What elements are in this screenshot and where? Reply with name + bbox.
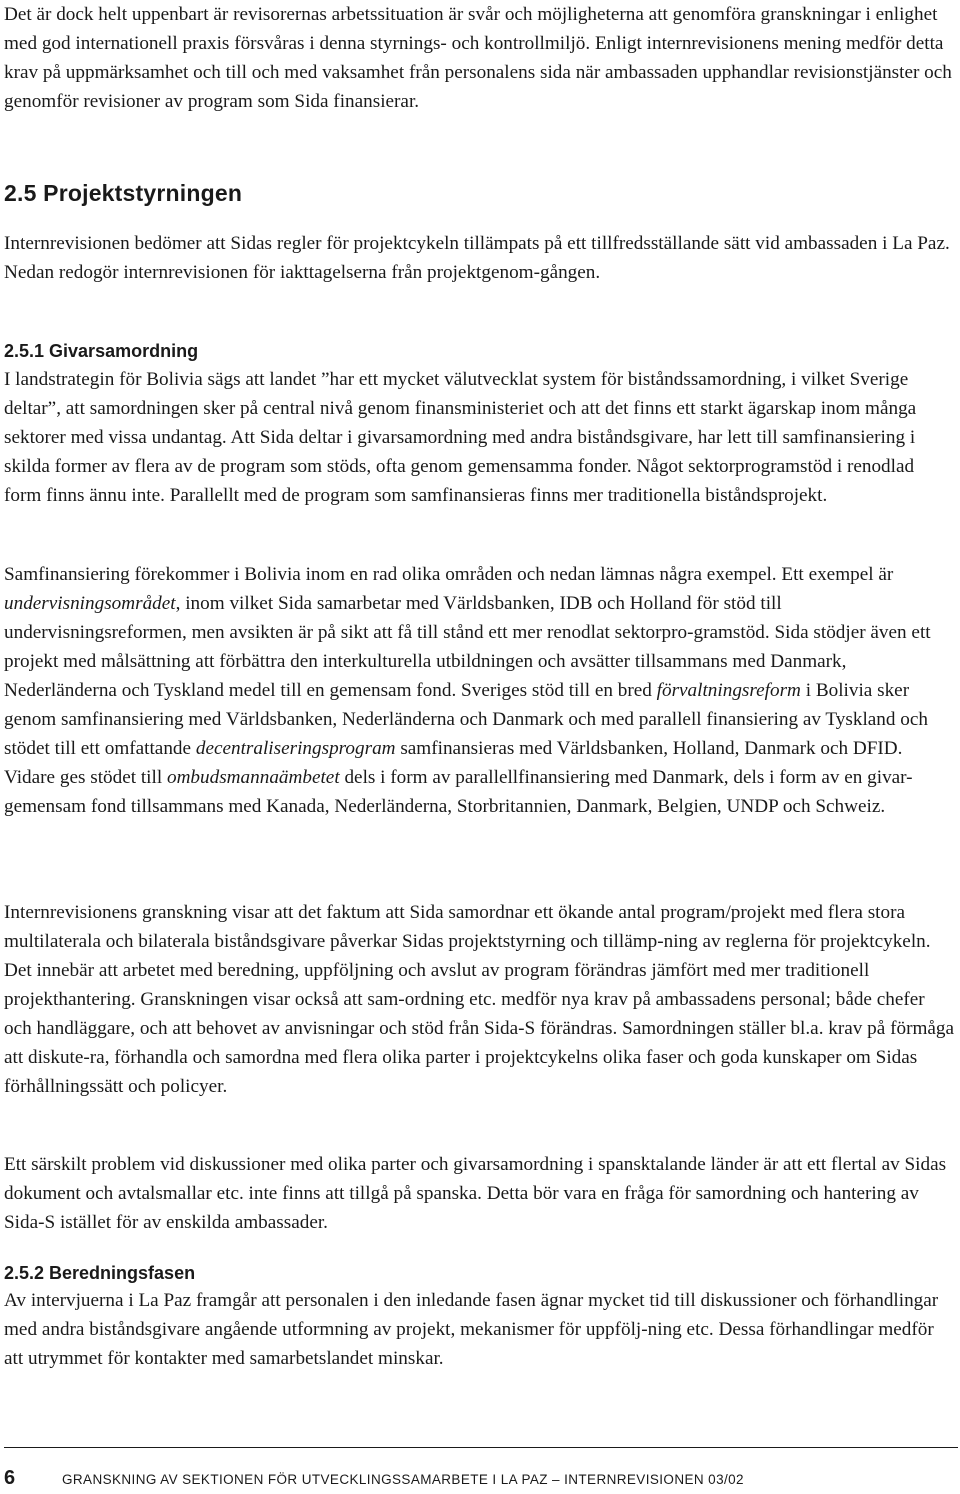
footer-divider xyxy=(4,1447,958,1448)
text-run: dels i form av parallellfinansiering med Danmark, dels i form av en givar-gemensam fond tillsammans med Kanada, Nederländerna, Storbritannien, Danmark, Belgien, UNDP och Schweiz. xyxy=(4,767,913,817)
section-2-5-1-paragraph-2 xyxy=(4,560,954,821)
section-2-5-1-paragraph-4: Ett särskilt problem vid diskussioner med olika parter och givarsamordning i spansktalande länder är att ett flertal av Sidas dokument och avtalsmallar etc. inte finns att tillgå på spanska. Detta bör vara en fråga för samordning och hantering av Sida-S istället för av enskilda ambassader. xyxy=(4,1154,947,1233)
intro-paragraph: Det är dock helt uppenbart är revisorernas arbetssituation är svår och möjligheterna att genomföra granskningar i enlighet med god internationell praxis försvåras i denna styrnings- och kontrollmiljö. Enligt internrevisionens mening medför detta krav på uppmärksamhet och till och med vaksamhet från personalens sida när ambassaden upphandlar revisionstjänster och genomför revisioner av program som Sida finansierar. xyxy=(4,4,952,112)
text-run: samfinansieras med Världsbanken, Holland, Danmark och DFID. Vidare ges stödet till xyxy=(4,738,903,788)
section-2-5-intro: Internrevisionen bedömer att Sidas regler för projektcykeln tillämpats på ett tillfredsställande sätt vid ambassaden i La Paz. Nedan redogör internrevisionen för iakttagelserna från projektgenom-gången. xyxy=(4,233,950,283)
section-2-5-2-paragraph-1: Av intervjuerna i La Paz framgår att personalen i den inledande fasen ägnar mycket tid till diskussioner och förhandlingar med andra biståndsgivare angående utformning av projekt, mekanismer för uppfölj-ning etc. Dessa förhandlingar medför att utrymmet för kontakter med samarbetslandet minskar. xyxy=(4,1290,939,1369)
italic-term-undervisning: undervisningsområdet xyxy=(4,593,176,614)
text-run: Samfinansiering förekommer i Bolivia inom en rad olika områden och nedan lämnas några exempel. Ett exempel är xyxy=(4,564,894,585)
italic-term-decentralisering: decentraliseringsprogram xyxy=(195,738,396,759)
running-footer-title: GRANSKNING AV SEKTIONEN FÖR UTVECKLINGSSAMARBETE I LA PAZ – INTERNREVISIONEN 03/02 xyxy=(62,1472,744,1487)
text-run: i Bolivia sker genom samfinansiering med Världsbanken, Nederländerna och Danmark och med parallell finansiering av Tyskland och stödet till ett omfattande xyxy=(4,680,928,759)
italic-term-forvaltning: förvaltningsreform xyxy=(656,680,801,701)
page-number: 6 xyxy=(4,1467,16,1489)
section-2-5-1-paragraph-3: Internrevisionens granskning visar att det faktum att Sida samordnar ett ökande antal program/projekt med flera stora multilaterala och bilaterala biståndsgivare påverkar Sidas projektstyrning och tillämp-ning av reglerna för projektcykeln. Det innebär att arbetet med beredning, uppföljning och avslut av program förändras jämfört med mer traditionell projekthantering. Granskningen visar också att sam-ordning etc. medför nya krav på ambassadens personal; både chefer och handläggare, och att behovet av anvisningar och stöd från Sida-S förändras. Samordningen ställer bl.a. krav på förmåga att diskute-ra, förhandla och samordna med flera olika parter i projektcykelns olika faser och goda kunskaper om Sidas förhållningssätt och policyer. xyxy=(4,902,955,1097)
section-heading-2-5-1: 2.5.1 Givarsamordning xyxy=(4,341,199,361)
section-2-5-1-paragraph-1: I landstrategin för Bolivia sägs att landet ”har ett mycket välutvecklat system för biståndssamordning, i vilket Sverige deltar”, att samordningen sker på central nivå genom finansministeriet och att det finns ett starkt ägarskap inom många sektorer med vissa undantag. Att Sida deltar i givarsamordning med andra biståndsgivare, har lett till samfinansiering i skilda former av flera av de program som stöds, ofta genom gemensamma fonder. Något sektorprogramstöd i renodlad form finns ännu inte. Parallellt med de program som samfinansieras finns mer traditionella biståndsprojekt. xyxy=(4,369,917,506)
section-heading-2-5: 2.5 Projektstyrningen xyxy=(4,180,243,206)
italic-term-ombudsman: ombudsmannaämbetet xyxy=(166,767,340,788)
text-run: , inom vilket Sida samarbetar med Världsbanken, IDB och Holland för stöd till undervisningsreformen, men avsikten är på sikt att få till stånd ett mer renodlat sektorpro-gramstöd. Sida stödjer även ett projekt med målsättning att förbättra den interkulturella utbildningen och avsätter tillsammans med Danmark, Nederländerna och Tyskland medel till en gemensam fond. Sveriges stöd till en bred xyxy=(4,593,931,701)
section-heading-2-5-2: 2.5.2 Beredningsfasen xyxy=(4,1263,196,1283)
